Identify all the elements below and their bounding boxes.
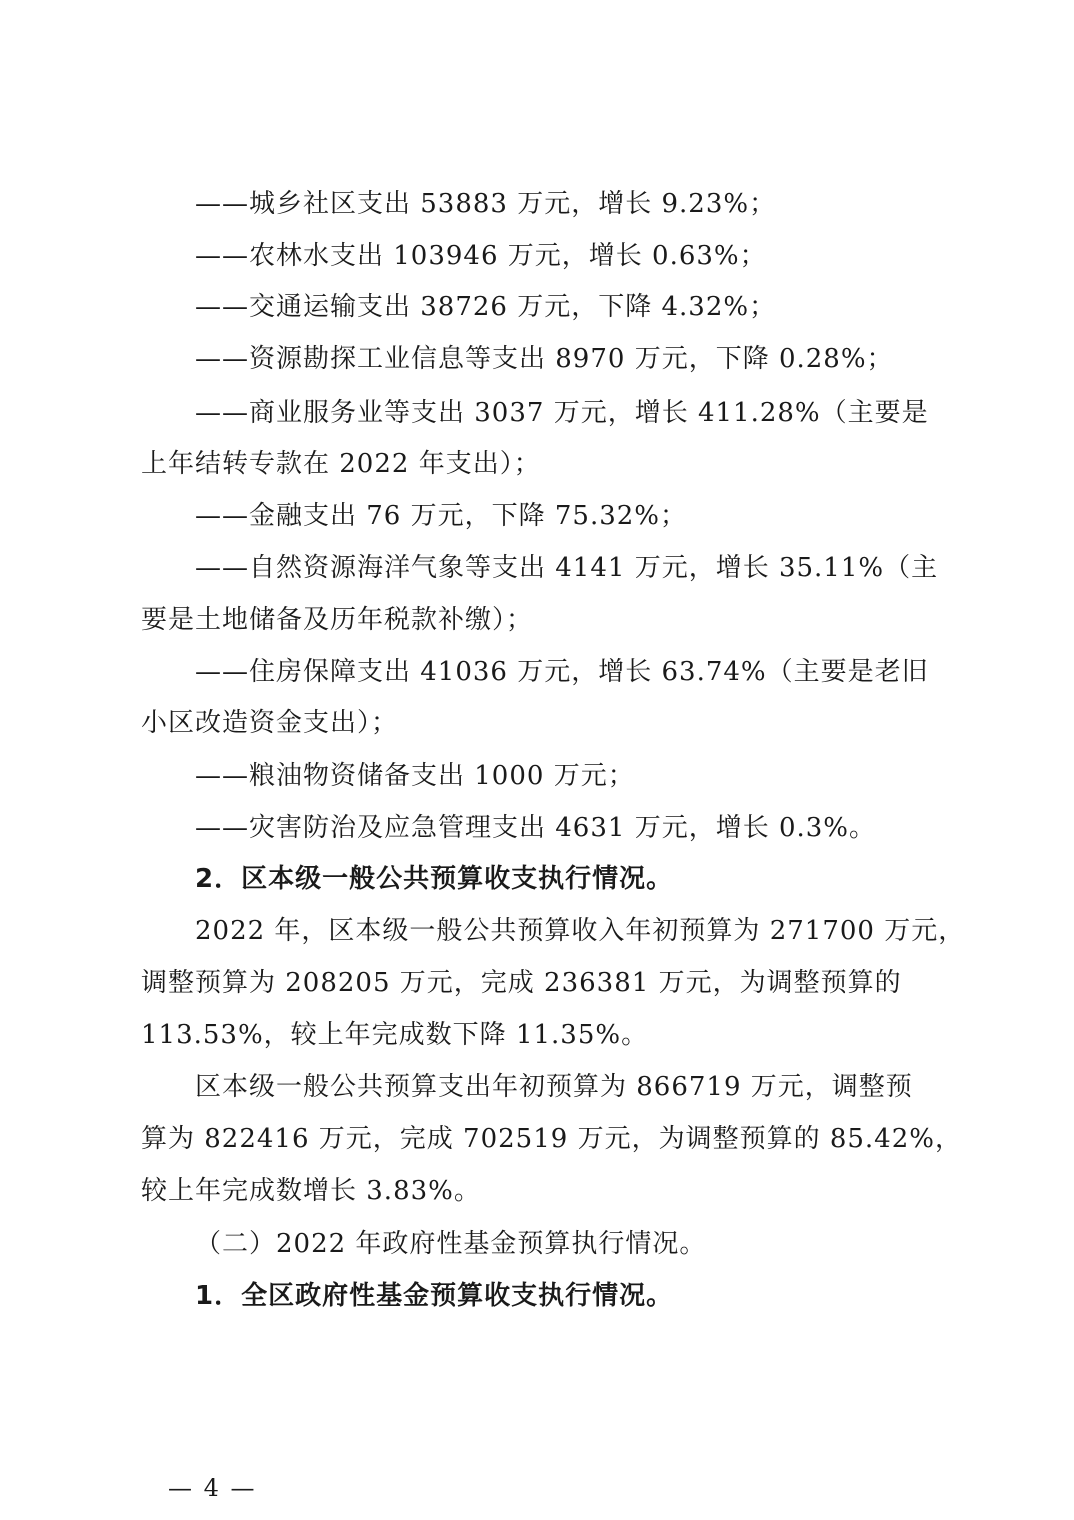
text-line-disaster: ——灾害防治及应急管理支出 4631 万元，增长 0.3%。 xyxy=(195,813,877,843)
text-line-grain: ——粮油物资储备支出 1000 万元； xyxy=(195,761,635,791)
text-line-commerce: ——商业服务业等支出 3037 万元，增长 411.28%（主要是 xyxy=(195,398,929,428)
text-line-finance: ——金融支出 76 万元，下降 75.32%； xyxy=(195,501,688,531)
text-line-urban-rural: ——城乡社区支出 53883 万元，增长 9.23%； xyxy=(195,189,777,219)
text-line-transport: ——交通运输支出 38726 万元，下降 4.32%； xyxy=(195,292,777,322)
paragraph-expenditure-line1: 区本级一般公共预算支出年初预算为 866719 万元，调整预 xyxy=(195,1072,913,1102)
text-line-agriculture: ——农林水支出 103946 万元，增长 0.63%； xyxy=(195,241,767,271)
paragraph-revenue-line2: 调整预算为 208205 万元，完成 236381 万元，为调整预算的 xyxy=(141,968,902,998)
text-line-housing-cont: 小区改造资金支出）； xyxy=(141,708,399,738)
text-line-natural-resources-cont: 要是土地储备及历年税款补缴）； xyxy=(141,605,534,635)
paragraph-expenditure-line3: 较上年完成数增长 3.83%。 xyxy=(141,1176,481,1206)
paragraph-revenue-line3: 113.53%，较上年完成数下降 11.35%。 xyxy=(141,1020,649,1050)
text-line-housing: ——住房保障支出 41036 万元，增长 63.74%（主要是老旧 xyxy=(195,657,929,687)
section-heading-fund-budget: （二）2022 年政府性基金预算执行情况。 xyxy=(195,1229,707,1259)
text-line-resources: ——资源勘探工业信息等支出 8970 万元，下降 0.28%； xyxy=(195,344,894,374)
paragraph-expenditure-line2: 算为 822416 万元，完成 702519 万元，为调整预算的 85.42%， xyxy=(141,1124,962,1154)
section-heading-district-budget: 2．区本级一般公共预算收支执行情况。 xyxy=(195,864,674,894)
paragraph-revenue-line1: 2022 年，区本级一般公共预算收入年初预算为 271700 万元， xyxy=(195,916,966,946)
section-heading-fund-district: 1．全区政府性基金预算收支执行情况。 xyxy=(195,1281,674,1311)
page-number: — 4 — xyxy=(168,1474,257,1502)
text-line-commerce-cont: 上年结转专款在 2022 年支出）； xyxy=(141,449,541,479)
text-line-natural-resources: ——自然资源海洋气象等支出 4141 万元，增长 35.11%（主 xyxy=(195,553,939,583)
